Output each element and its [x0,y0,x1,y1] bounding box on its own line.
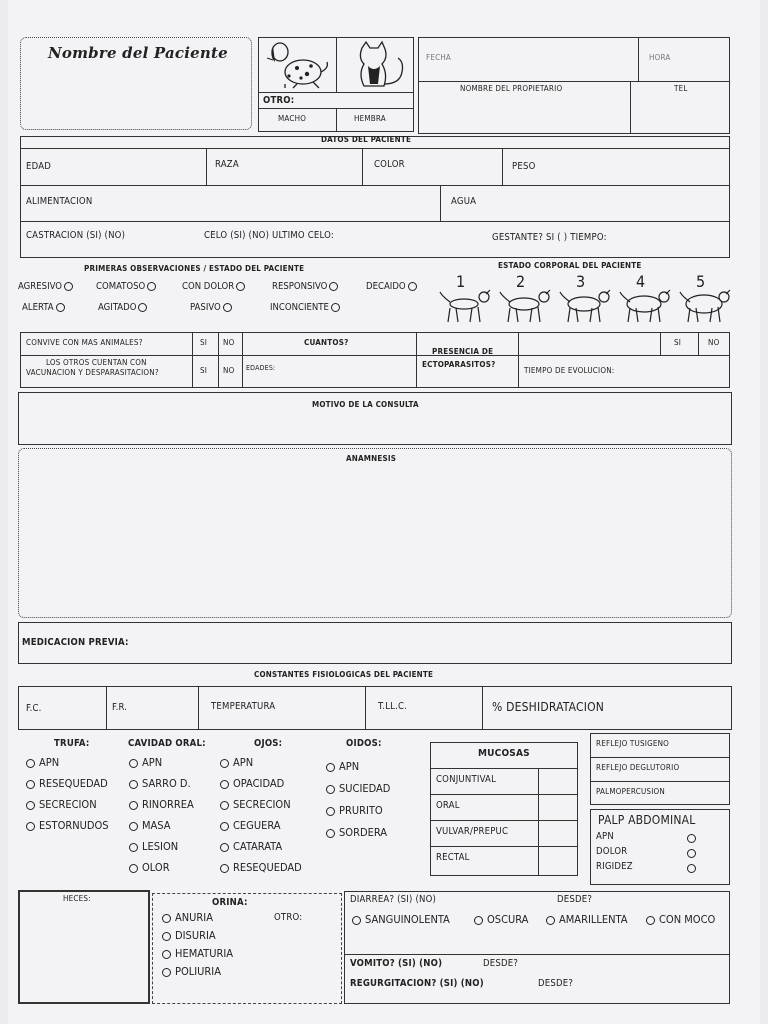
obs-option-row1-2[interactable] [182,281,249,292]
tel-label[interactable]: TEL [674,84,688,93]
reflejo-0[interactable]: REFLEJO TUSIGENO [596,739,670,748]
obs-option-label: DECAIDO [366,281,406,292]
deshidratacion-label[interactable]: % DESHIDRATACION [492,700,605,714]
oidos-option-2[interactable] [326,804,383,817]
hora-label[interactable]: HORA [649,53,671,62]
radio-circle-icon[interactable] [646,916,655,925]
radio-circle-icon[interactable] [129,864,138,873]
bcs-score-5[interactable]: 5 [696,272,706,291]
diarrea-option-2[interactable] [546,913,628,926]
dog-silhouette-icon[interactable] [436,288,492,324]
owner-label[interactable]: NOMBRE DEL PROPIETARIO [460,84,563,93]
bcs-score-4[interactable]: 4 [636,272,646,291]
radio-circle-icon[interactable] [220,801,229,810]
ojos-option-0-label: APN [233,756,254,769]
diarrea-option-1[interactable] [474,913,528,926]
vomito-question[interactable]: VOMITO? (SI) (NO) [350,958,443,969]
radio-circle-icon[interactable] [326,785,335,794]
radio-circle-icon[interactable] [147,282,156,291]
tllc-label[interactable]: T.LL.C. [378,701,408,712]
celo-label[interactable]: CELO (SI) (NO) ULTIMO CELO: [204,230,334,241]
radio-circle-icon[interactable] [129,759,138,768]
obs-option-label: COMATOSO [96,281,146,292]
obs-option-row1-4[interactable] [366,281,421,292]
observaciones-title: PRIMERAS OBSERVACIONES / ESTADO DEL PACIENTE [84,264,305,273]
radio-circle-icon[interactable] [220,780,229,789]
radio-circle-icon[interactable] [546,916,555,925]
obs-option-row2-1[interactable] [98,302,151,313]
alimentacion-label[interactable]: ALIMENTACION [26,196,93,207]
radio-circle-icon[interactable] [326,763,335,772]
ojos-option-2[interactable] [220,798,291,811]
corporal-title: ESTADO CORPORAL DEL PACIENTE [498,261,642,270]
orina-option-2-label: HEMATURIA [175,947,233,960]
trufa-option-3[interactable] [26,819,109,832]
dog-silhouette-icon[interactable] [616,288,672,324]
reflejo-1[interactable]: REFLEJO DEGLUTORIO [596,763,680,772]
cat-icon[interactable] [348,40,410,90]
radio-circle-icon[interactable] [26,801,35,810]
diarrea-option-3-label: CON MOCO [659,913,716,926]
color-label[interactable]: COLOR [374,159,405,170]
castracion-label[interactable]: CASTRACION (SI) (NO) [26,230,126,241]
obs-option-row2-0[interactable] [22,302,69,313]
dog-icon[interactable] [263,38,333,90]
orina-option-3-label: POLIURIA [175,965,221,978]
bcs-score-2[interactable]: 2 [516,272,526,291]
macho-label[interactable]: MACHO [278,114,307,123]
radio-circle-icon[interactable] [352,916,361,925]
ecto-si[interactable]: SI [674,338,682,347]
mucosas-title: MUCOSAS [478,748,530,759]
trufa-title: TRUFA: [54,738,90,749]
raza-label[interactable]: RAZA [215,159,239,170]
datos-title: DATOS DEL PACIENTE [321,135,412,144]
bcs-score-1[interactable]: 1 [456,272,466,291]
trufa-option-3-label: ESTORNUDOS [39,819,109,832]
radio-circle-icon[interactable] [138,303,147,312]
datos-paciente-box [20,136,730,258]
cavidad-option-0-label: APN [142,756,163,769]
oidos-title: OIDOS: [346,738,382,749]
cavidad-option-5[interactable] [129,861,170,874]
trufa-option-2-label: SECRECION [39,798,97,811]
fc-label[interactable]: F.C. [26,703,42,714]
cavidad-option-2[interactable] [129,798,194,811]
radio-circle-icon[interactable] [162,914,171,923]
oidos-option-0-label: APN [339,760,360,773]
ojos-option-1[interactable] [220,777,284,790]
regurgitacion-question[interactable]: REGURGITACION? (SI) (NO) [350,978,484,989]
radio-circle-icon[interactable] [220,843,229,852]
trufa-option-0[interactable] [26,756,59,769]
diarrea-option-0[interactable] [352,913,450,926]
obs-option-row1-3[interactable] [272,281,342,292]
radio-circle-icon[interactable] [687,834,696,843]
obs-option-row2-3[interactable] [270,302,344,313]
palp-0[interactable]: APN [596,831,614,842]
radio-circle-icon[interactable] [220,822,229,831]
ojos-title: OJOS: [254,738,283,749]
ecto-label-a: PRESENCIA DE [432,347,494,356]
palp-2[interactable]: RIGIDEZ [596,861,633,872]
fecha-label[interactable]: FECHA [426,53,452,62]
ecto-no[interactable]: NO [708,338,720,347]
radio-circle-icon[interactable] [236,282,245,291]
vacunacion-question-a: LOS OTROS CUENTAN CON [46,358,147,367]
temperatura-label[interactable]: TEMPERATURA [211,701,276,712]
orina-title: ORINA: [212,897,248,908]
cuantos-label[interactable]: CUANTOS? [304,338,349,347]
orina-option-0[interactable] [162,911,213,924]
obs-option-label: AGITADO [98,302,137,313]
diarrea-option-1-label: OSCURA [487,913,529,926]
orina-option-0-label: ANURIA [175,911,213,924]
bcs-score-3[interactable]: 3 [576,272,586,291]
cavidad-option-4-label: LESION [142,840,179,853]
gestante-label[interactable]: GESTANTE? SI ( ) TIEMPO: [492,232,607,243]
orina-option-1-label: DISURIA [175,929,216,942]
heces-box[interactable] [18,890,150,1004]
radio-circle-icon[interactable] [64,282,73,291]
radio-circle-icon[interactable] [408,282,417,291]
ojos-option-3[interactable] [220,819,281,832]
vomito-desde[interactable]: DESDE? [483,958,519,969]
mucosa-2[interactable]: VULVAR/PREPUC [436,826,509,837]
oidos-option-1-label: SUCIEDAD [339,782,391,795]
heces-label: HECES: [63,894,91,903]
cavidad-option-1-label: SARRO D. [142,777,191,790]
radio-circle-icon[interactable] [329,282,338,291]
regurgitacion-desde[interactable]: DESDE? [538,978,574,989]
radio-circle-icon[interactable] [220,759,229,768]
radio-circle-icon[interactable] [331,303,340,312]
radio-circle-icon[interactable] [326,807,335,816]
oidos-option-3-label: SORDERA [339,826,388,839]
cavidad-option-3[interactable] [129,819,171,832]
mucosa-3[interactable]: RECTAL [436,852,470,863]
edad-label[interactable]: EDAD [26,161,52,172]
ojos-option-4-label: CATARATA [233,840,283,853]
palp-1[interactable]: DOLOR [596,846,628,857]
radio-circle-icon[interactable] [129,780,138,789]
ojos-option-3-label: CEGUERA [233,819,281,832]
vacunacion-question-b: VACUNACION Y DESPARASITACION? [26,368,159,377]
ojos-option-2-label: SECRECION [233,798,291,811]
edades-label[interactable]: EDADES: [246,364,276,372]
cavidad-option-2-label: RINORREA [142,798,194,811]
peso-label[interactable]: PESO [512,161,536,172]
no-option-2[interactable]: NO [223,366,235,375]
diarrea-question[interactable]: DIARREA? (SI) (NO) [350,894,437,905]
obs-option-label: INCONCIENTE [270,302,329,313]
radio-circle-icon[interactable] [26,780,35,789]
radio-circle-icon[interactable] [326,829,335,838]
constantes-title: CONSTANTES FISIOLOGICAS DEL PACIENTE [254,670,434,679]
cavidad-option-3-label: MASA [142,819,171,832]
oidos-option-0[interactable] [326,760,359,773]
palp-title: PALP ABDOMINAL [598,813,696,827]
orina-otro-label[interactable]: OTRO: [274,912,303,923]
ojos-option-1-label: OPACIDAD [233,777,285,790]
trufa-option-2[interactable] [26,798,97,811]
ojos-option-5[interactable] [220,861,302,874]
cavidad-option-5-label: OLOR [142,861,170,874]
cavidad-option-1[interactable] [129,777,191,790]
radio-circle-icon[interactable] [129,822,138,831]
obs-option-label: ALERTA [22,302,54,313]
radio-circle-icon[interactable] [26,759,35,768]
ojos-option-4[interactable] [220,840,282,853]
radio-circle-icon[interactable] [162,932,171,941]
mucosa-0[interactable]: CONJUNTIVAL [436,774,497,785]
radio-circle-icon[interactable] [56,303,65,312]
radio-circle-icon[interactable] [129,801,138,810]
diarrea-option-0-label: SANGUINOLENTA [365,913,450,926]
anamnesis-label: ANAMNESIS [346,454,397,463]
trufa-option-1[interactable] [26,777,108,790]
obs-option-row2-2[interactable] [190,302,236,313]
oidos-option-3[interactable] [326,826,387,839]
agua-label[interactable]: AGUA [451,196,477,207]
si-option-2[interactable]: SI [200,366,208,375]
radio-circle-icon[interactable] [223,303,232,312]
anamnesis-box[interactable] [18,448,732,618]
reflejo-2[interactable]: PALMOPERCUSION [596,787,665,796]
diarrea-desde[interactable]: DESDE? [557,894,593,905]
fr-label[interactable]: F.R. [112,702,128,713]
obs-option-label: RESPONSIVO [272,281,328,292]
mucosa-1[interactable]: ORAL [436,800,460,811]
clinical-form-page [8,0,760,1024]
ojos-option-5-label: RESEQUEDAD [233,861,302,874]
obs-option-row1-0[interactable] [18,281,77,292]
ecto-label-b: ECTOPARASITOS? [422,360,496,369]
radio-circle-icon[interactable] [26,822,35,831]
diarrea-option-2-label: AMARILLENTA [559,913,628,926]
orina-option-3[interactable] [162,965,221,978]
si-option-1[interactable]: SI [200,338,208,347]
radio-circle-icon[interactable] [687,864,696,873]
radio-circle-icon[interactable] [129,843,138,852]
oidos-option-2-label: PRURITO [339,804,383,817]
orina-option-1[interactable] [162,929,216,942]
motivo-label: MOTIVO DE LA CONSULTA [312,400,419,409]
tiempo-evolucion-label[interactable]: TIEMPO DE EVOLUCION: [524,366,615,375]
oidos-option-1[interactable] [326,782,390,795]
radio-circle-icon[interactable] [162,950,171,959]
radio-circle-icon[interactable] [687,849,696,858]
dog-silhouette-icon[interactable] [676,288,732,324]
diarrea-option-3[interactable] [646,913,715,926]
radio-circle-icon[interactable] [162,968,171,977]
radio-circle-icon[interactable] [220,864,229,873]
dog-silhouette-icon[interactable] [556,288,612,324]
medicacion-label: MEDICACION PREVIA: [22,637,129,648]
patient-name-label: Nombre del Paciente [48,44,228,62]
dog-silhouette-icon[interactable] [496,288,552,324]
radio-circle-icon[interactable] [474,916,483,925]
obs-option-label: CON DOLOR [182,281,235,292]
otro-label: OTRO: [263,95,295,106]
ojos-option-0[interactable] [220,756,253,769]
obs-option-label: AGRESIVO [18,281,62,292]
obs-option-row1-1[interactable] [96,281,160,292]
obs-option-label: PASIVO [190,302,221,313]
trufa-option-1-label: RESEQUEDAD [39,777,108,790]
cavidad-title: CAVIDAD ORAL: [128,738,206,749]
cavidad-option-0[interactable] [129,756,162,769]
no-option-1[interactable]: NO [223,338,235,347]
orina-option-2[interactable] [162,947,233,960]
convive-question: CONVIVE CON MAS ANIMALES? [26,338,143,347]
cavidad-option-4[interactable] [129,840,178,853]
hembra-label[interactable]: HEMBRA [354,114,386,123]
trufa-option-0-label: APN [39,756,60,769]
